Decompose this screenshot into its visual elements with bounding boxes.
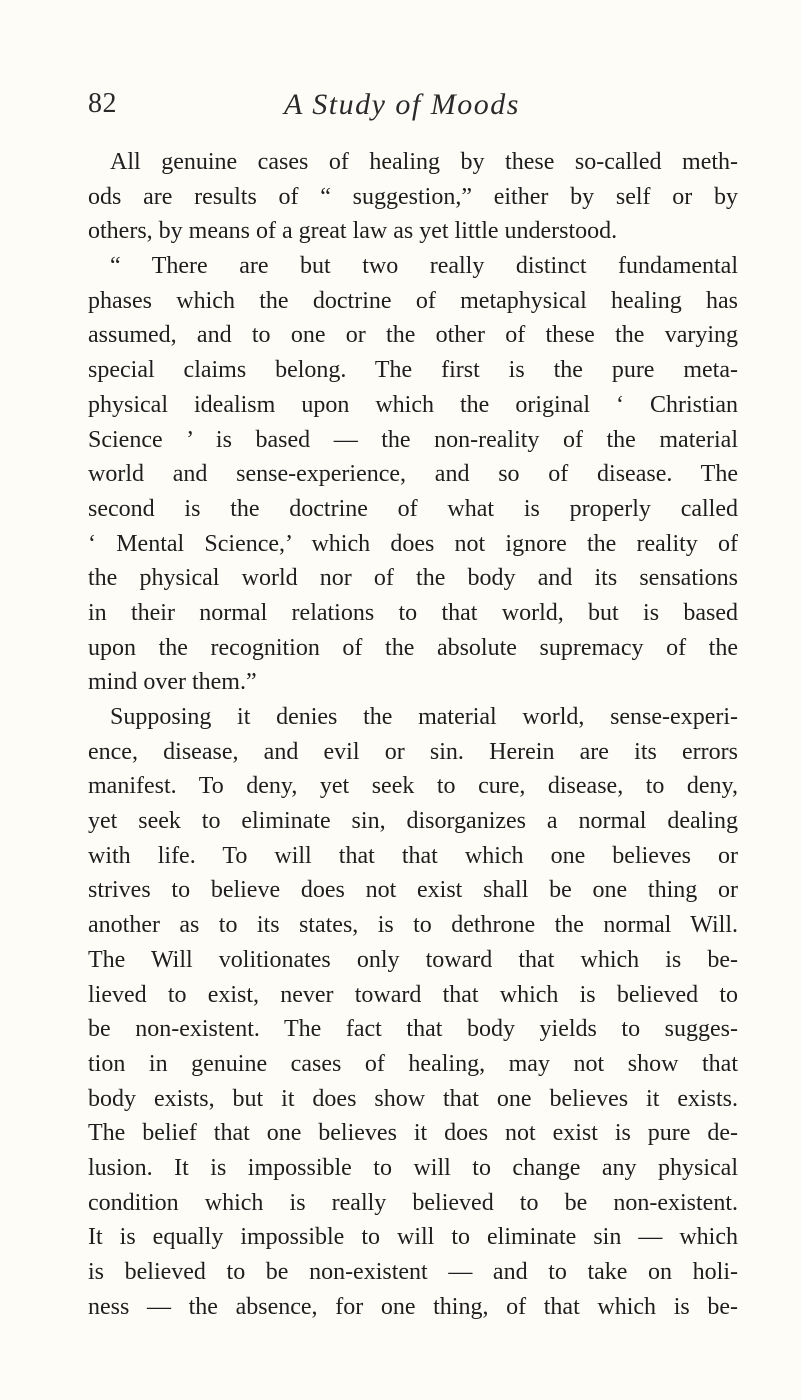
text-line: in their normal relations to that world, but is based	[88, 599, 738, 626]
text-line: another as to its states, is to dethrone the normal Will.	[88, 912, 738, 939]
text-line: world and sense-experience, and so of disease. The	[88, 461, 738, 488]
text-line: ods are results of “ suggestion,” either by self or by	[88, 183, 738, 210]
text-line: All genuine cases of healing by these so-called meth-	[110, 149, 738, 175]
text-line: strives to believe does not exist shall be one thing or	[88, 877, 738, 904]
text-line: The belief that one believes it does not exist is pure de-	[88, 1120, 738, 1147]
page-number: 82	[88, 88, 117, 119]
text-line: mind over them.”	[88, 669, 257, 696]
text-line: second is the doctrine of what is properly called	[88, 495, 738, 522]
text-line: phases which the doctrine of metaphysical healing has	[88, 287, 738, 314]
text-line: with life. To will that that which one believes or	[88, 842, 738, 869]
text-line: condition which is really believed to be non-existent.	[88, 1189, 738, 1216]
text-line: ence, disease, and evil or sin. Herein are its errors	[88, 738, 738, 765]
text-line: is believed to be non-existent — and to take on holi-	[88, 1259, 738, 1285]
text-line: physical idealism upon which the original ‘ Christian	[88, 391, 738, 418]
text-line: Science ’ is based — the non-reality of the material	[88, 426, 738, 453]
text-line: body exists, but it does show that one believes it exists.	[88, 1085, 738, 1112]
body-text	[88, 145, 738, 1324]
text-line: manifest. To deny, yet seek to cure, disease, to deny,	[88, 773, 738, 800]
page-header	[88, 88, 738, 128]
text-line: yet seek to eliminate sin, disorganizes a normal dealing	[88, 808, 738, 835]
text-line: lusion. It is impossible to will to change any physical	[88, 1154, 738, 1181]
text-line: be non-existent. The fact that body yields to sugges-	[88, 1016, 738, 1043]
text-line: tion in genuine cases of healing, may not show that	[88, 1050, 738, 1077]
text-line: the physical world nor of the body and its sensations	[88, 565, 738, 592]
text-line: The Will volitionates only toward that which is be-	[88, 946, 738, 973]
text-line: upon the recognition of the absolute supremacy of the	[88, 634, 738, 661]
text-line: ‘ Mental Science,’ which does not ignore the reality of	[88, 530, 738, 557]
text-line: special claims belong. The first is the pure meta-	[88, 357, 738, 384]
text-line: assumed, and to one or the other of these the varying	[88, 322, 738, 349]
text-line: ness — the absence, for one thing, of that which is be-	[88, 1293, 738, 1320]
text-line: It is equally impossible to will to eliminate sin — which	[88, 1224, 738, 1251]
text-line: “ There are but two really distinct fundamental	[110, 253, 738, 280]
text-line: Supposing it denies the material world, sense-experi-	[110, 704, 738, 730]
running-title: A Study of Moods	[284, 88, 520, 121]
text-line: lieved to exist, never toward that which is believed to	[88, 981, 738, 1008]
text-line: others, by means of a great law as yet little understood.	[88, 218, 618, 245]
